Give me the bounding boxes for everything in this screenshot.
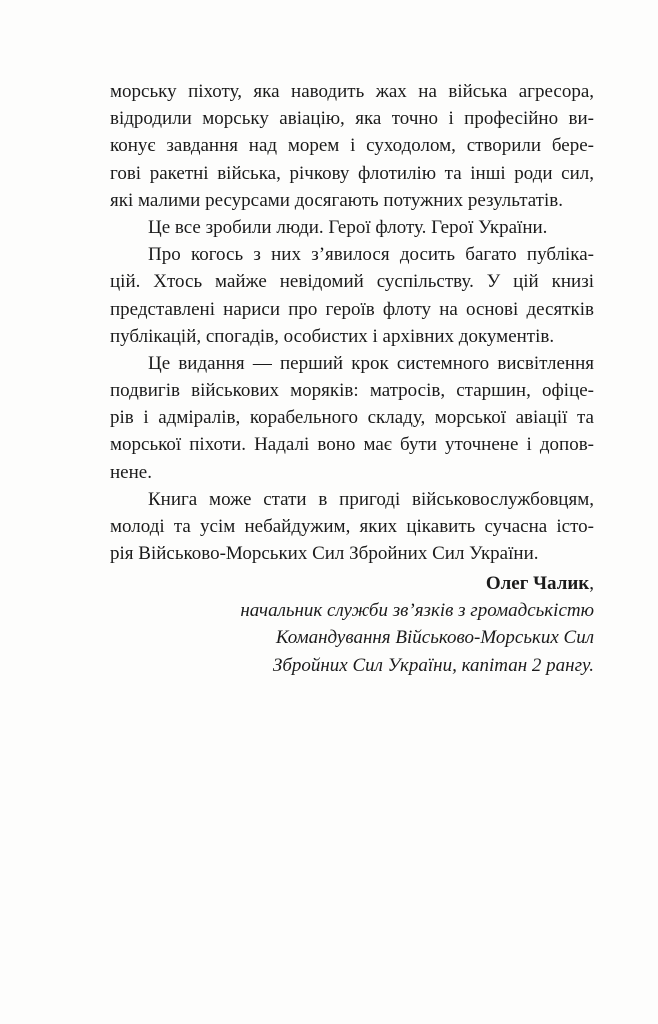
body-line: Це все зробили люди. Герої флоту. Герої України. (148, 216, 548, 238)
body-line: гові ракетні війська, річкову флотилію та інші роди сил, (110, 162, 594, 184)
body-line: Книга може стати в пригоді військовослужбовцям, (148, 488, 594, 510)
body-line: цій. Хтось майже невідомий суспільству. У цій книзі (110, 271, 594, 293)
author-name-line (174, 570, 594, 597)
author-role-line: Збройних Сил України, капітан 2 рангу. (272, 654, 594, 676)
body-line: нене. (110, 461, 152, 483)
body-line: конує завдання над морем і суходолом, створили бере- (110, 135, 594, 157)
author-role-line: начальник служби зв’язків з громадськістю (240, 600, 594, 622)
author-signature (174, 570, 594, 679)
body-line: морську піхоту, яка наводить жах на війська агресора, (110, 81, 594, 102)
body-line: які малими ресурсами досягають потужних результатів. (110, 189, 563, 211)
body-line: молоді та усім небайдужим, яких цікавить сучасна істо- (110, 516, 594, 537)
body-line: морської піхоти. Надалі воно має бути уточнене і допов- (110, 434, 594, 456)
body-line: Про когось з них з’явилося досить багато публіка- (148, 244, 594, 266)
author-name-suffix: , (589, 573, 594, 594)
foreword-body (110, 78, 594, 567)
body-line: представлені нариси про героїв флоту на основі десятків (110, 298, 594, 320)
body-line: Це видання — перший крок системного висвітлення (148, 352, 594, 374)
body-line: рів і адміралів, корабельного складу, морської авіації та (110, 407, 594, 429)
body-line: рія Військово-Морських Сил Збройних Сил України. (110, 543, 539, 565)
body-line: публікацій, спогадів, особистих і архівних документів. (110, 325, 555, 347)
author-role-line: Командування Військово-Морських Сил (275, 627, 594, 649)
body-line: відродили морську авіацію, яка точно і професійно ви- (110, 108, 594, 130)
author-name: Олег Чалик (485, 573, 590, 594)
body-line: подвигів військових моряків: матросів, старшин, офіце- (110, 380, 594, 402)
